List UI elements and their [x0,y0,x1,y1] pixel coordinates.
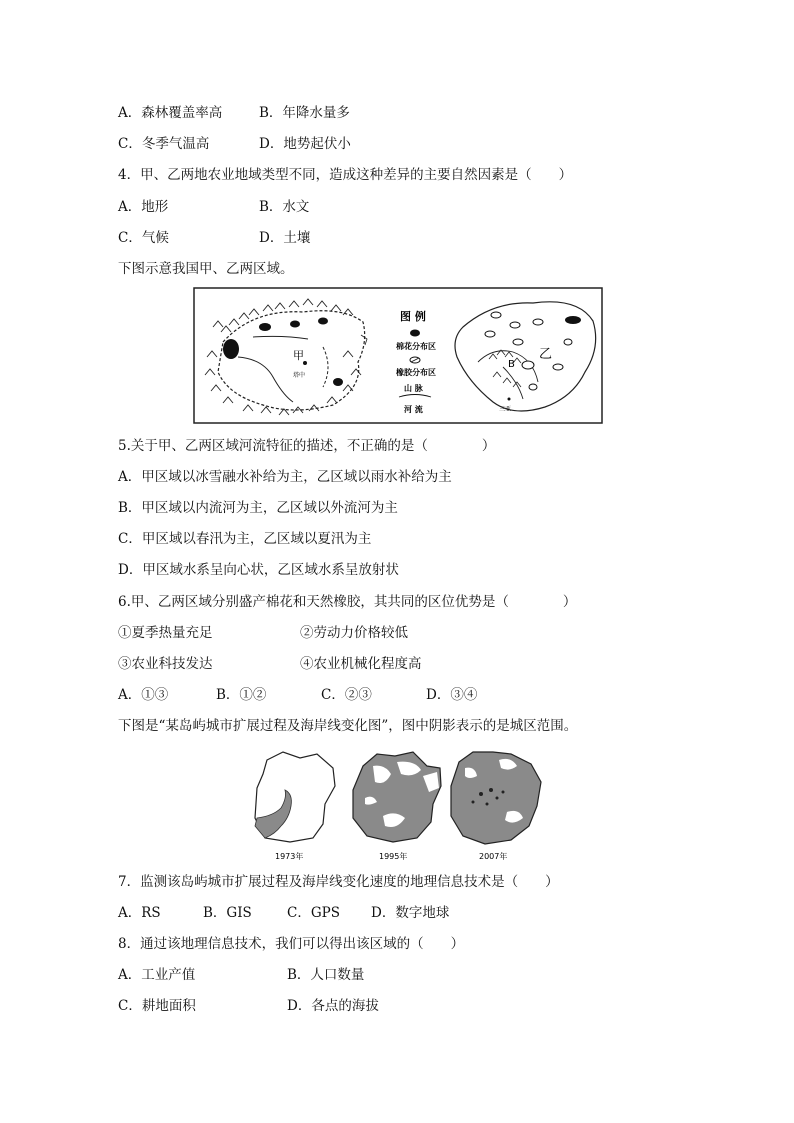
island-expansion-figure [245,746,555,866]
cotton-legend-symbol [410,330,420,337]
q5-stem: 5.关于甲、乙两区域河流特征的描述，不正确的是（ ） [118,438,496,454]
q3-option-c: C．冬季气温高 [118,136,210,152]
q6-option-d: D．③④ [426,687,478,703]
q6-stem: 6.甲、乙两区域分别盛产棉花和天然橡胶，其共同的区位优势是（ ） [118,594,577,610]
cotton-area [333,378,343,386]
island-1973 [255,752,335,861]
figure1-intro: 下图示意我国甲、乙两区域。 [118,261,294,277]
q6-statement-3: ③农业科技发达 [118,656,213,672]
q6-statement-2: ②劳动力价格较低 [300,625,408,641]
q6-option-b: B．①② [216,687,267,703]
q7-option-d: D．数字地球 [371,905,450,921]
q4-stem: 4．甲、乙两地农业地域类型不同，造成这种差异的主要自然因素是（ ） [118,167,573,183]
island-1995 [353,752,441,861]
q7-option-a: A．RS [118,905,161,921]
q8-stem: 8．通过该地理信息技术，我们可以得出该区域的（ ） [118,936,465,952]
year-2007-label: 2007年 [479,852,508,861]
legend-mountain: 山 脉 [404,384,423,393]
q3-option-b: B．年降水量多 [259,105,350,121]
q3-option-d: D．地势起伏小 [259,136,351,152]
q6-option-a: A．①③ [118,687,169,703]
cotton-area [259,323,271,331]
q6-option-c: C．②③ [321,687,372,703]
q7-stem: 7．监测该岛屿城市扩展过程及海岸线变化速度的地理信息技术是（ ） [118,874,559,890]
q8-option-d: D．各点的海拔 [287,998,379,1014]
q5-option-d: D．甲区域水系呈向心状，乙区域水系呈放射状 [118,562,399,578]
q5-option-b: B．甲区域以内流河为主，乙区域以外流河为主 [118,500,398,516]
q4-option-a: A．地形 [118,199,169,215]
legend-rubber: 橡胶分布区 [396,368,436,377]
label-tarim: 塔中 [293,372,306,379]
q4-option-b: B．水文 [259,199,310,215]
legend-cotton: 棉花分布区 [396,342,436,351]
label-sanya: 三亚 [499,406,512,413]
q8-option-b: B．人口数量 [287,967,365,983]
q7-option-c: C．GPS [287,905,340,921]
q6-statement-4: ④农业机械化程度高 [300,656,422,672]
region-map-figure [193,287,603,424]
label-b: B [508,359,515,370]
legend-river: 河 流 [404,405,423,414]
year-1973-label: 1973年 [275,852,304,861]
q6-statement-1: ①夏季热量充足 [118,625,213,641]
figure2-intro: 下图是“某岛屿城市扩展过程及海岸线变化图”，图中阴影表示的是城区范围。 [118,718,578,734]
year-1995-label: 1995年 [379,852,408,861]
label-jia: 甲 [293,349,304,362]
cotton-area [290,321,300,328]
q4-option-d: D．土壤 [259,230,311,246]
label-yi: 乙 [539,347,553,362]
cotton-area [223,339,239,359]
island-2007 [451,752,541,861]
q8-option-a: A．工业产值 [118,967,196,983]
q5-option-a: A．甲区域以冰雪融水补给为主，乙区域以雨水补给为主 [118,469,452,485]
q8-option-c: C．耕地面积 [118,998,196,1014]
q7-option-b: B．GIS [203,905,252,921]
q4-option-c: C．气候 [118,230,169,246]
q5-option-c: C．甲区域以春汛为主，乙区域以夏汛为主 [118,531,372,547]
q3-option-a: A．森林覆盖率高 [118,105,223,121]
legend-title: 图 例 [400,310,426,323]
cotton-area [318,318,328,325]
